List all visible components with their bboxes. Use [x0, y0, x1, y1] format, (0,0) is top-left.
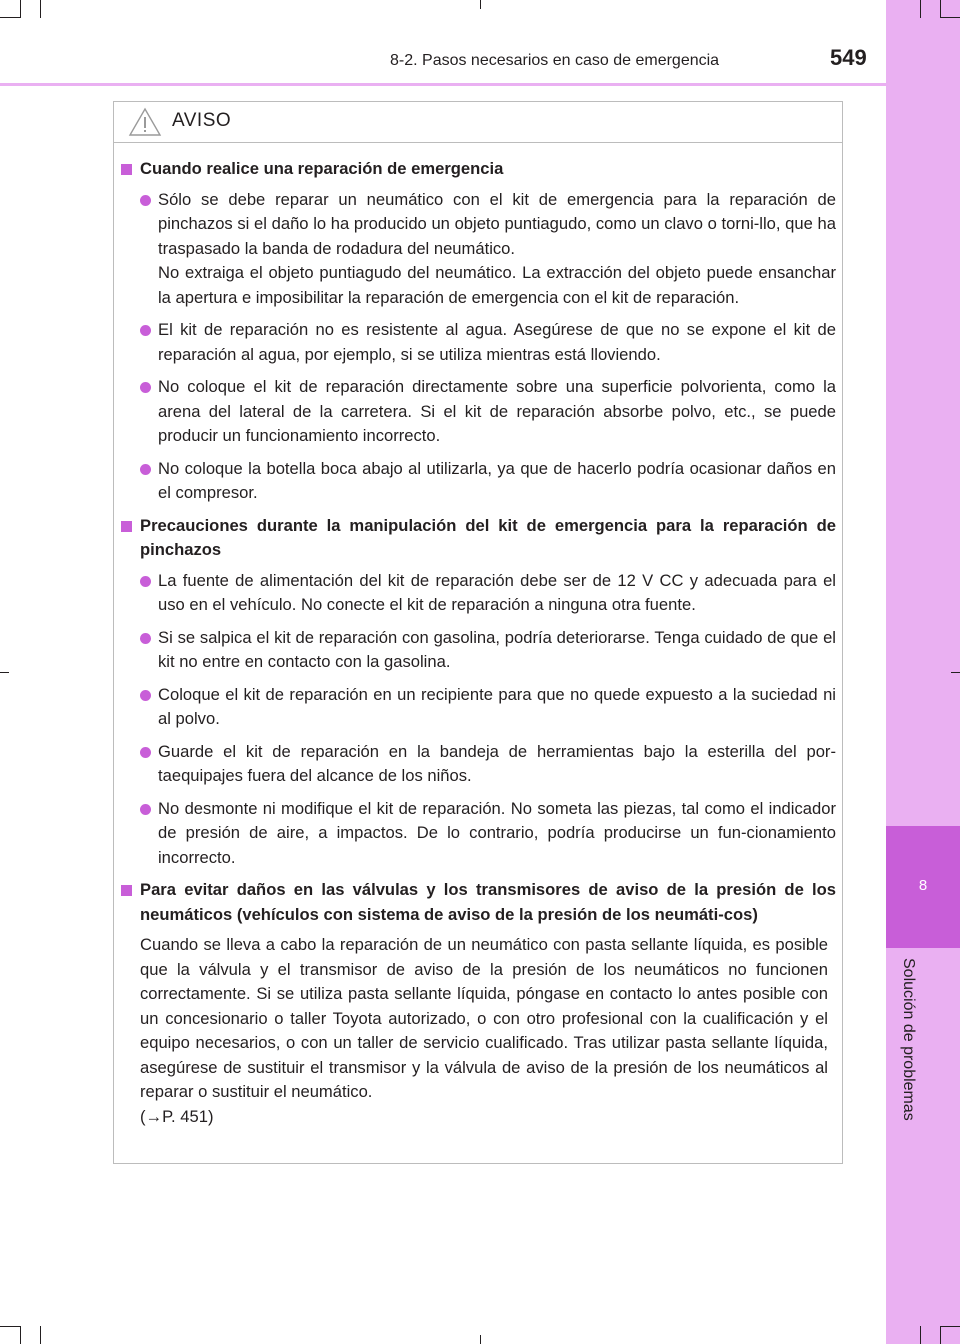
crop-mark: [40, 1326, 41, 1344]
crop-mark: [940, 0, 941, 18]
page-reference-link[interactable]: (→P. 451): [140, 1106, 214, 1126]
list-item: [120, 740, 836, 789]
crop-mark: [0, 672, 9, 673]
page-number: 549: [830, 45, 867, 70]
round-bullet-icon: [140, 804, 151, 815]
round-bullet-icon: [140, 195, 151, 206]
list-item: [120, 569, 836, 618]
item-text: No coloque el kit de reparación directamente sobre una superficie polvorienta, como la arena del lateral de la carretera. Si el kit de reparación absorbe polvo, etc., se puede producir un funcionamiento incorrecto.: [158, 377, 836, 445]
paragraph-text: Cuando se lleva a cabo la reparación de un neumático con pasta sellante líquida, es posible que la válvula y el transmisor de aviso de la presión de los neumáticos no funcionen correctamente. Si se utiliza pasta sellante líquida, póngase en contacto lo antes posible con un concesionario o taller Toyota autorizado, o con otro profesional con la cualificación y el equipo necesarios, o con un taller de servicio cualificado. Tras utilizar pasta sellante líquida, asegúrese de sustituir el transmisor y la válvula de aviso de la presión de los neumáticos al reparar o sustituir el neumático.: [140, 935, 828, 1101]
list-item: [120, 188, 836, 311]
list-item: [120, 457, 836, 506]
item-text: Si se salpica el kit de reparación con gasolina, podría deteriorarse. Tenga cuidado de que el kit no entre en contacto con la gasolina.: [158, 627, 836, 671]
item-text: No extraiga el objeto puntiagudo del neumático. La extracción del objeto puede ensanchar la apertura e imposibilitar la reparación de emergencia con el kit de reparación.: [158, 263, 836, 307]
chapter-side-tab: [886, 0, 960, 1344]
square-bullet-icon: [121, 164, 132, 175]
section-header-title: 8-2. Pasos necesarios en caso de emergencia: [390, 52, 720, 69]
crop-mark: [0, 17, 20, 18]
item-text: Coloque el kit de reparación en un recipiente para que no quede expuesto a la suciedad ni al polvo.: [158, 684, 836, 728]
crop-mark: [920, 0, 921, 18]
list-item: [120, 318, 836, 367]
crop-mark: [0, 1326, 20, 1327]
crop-mark: [480, 1335, 481, 1344]
chapter-title: Solución de problemas: [900, 958, 917, 1121]
crop-mark: [951, 672, 960, 673]
warning-triangle-icon: [128, 107, 162, 137]
list-item: [120, 375, 836, 449]
crop-mark: [40, 0, 41, 18]
round-bullet-icon: [140, 325, 151, 336]
list-item: [120, 797, 836, 871]
list-item: [120, 626, 836, 675]
item-text: Guarde el kit de reparación en la bandeja de herramientas bajo la esterilla del por-taequipajes fuera del alcance de los niños.: [158, 741, 836, 785]
item-text: La fuente de alimentación del kit de reparación debe ser de 12 V CC y adecuada para el uso en el vehículo. No conecte el kit de reparación a ninguna otra fuente.: [158, 570, 836, 614]
section-heading: [120, 157, 836, 182]
section-heading: [120, 514, 836, 563]
round-bullet-icon: [140, 690, 151, 701]
crop-mark: [20, 1326, 21, 1344]
crop-mark: [940, 1326, 960, 1327]
section-paragraph: [120, 933, 836, 1129]
round-bullet-icon: [140, 464, 151, 475]
crop-mark: [20, 0, 21, 18]
square-bullet-icon: [121, 521, 132, 532]
crop-mark: [940, 17, 960, 18]
item-text: No coloque la botella boca abajo al utilizarla, ya que de hacerlo podría ocasionar daños en el compresor.: [158, 458, 836, 502]
chapter-number: 8: [918, 877, 928, 894]
section-title: Cuando realice una reparación de emergencia: [140, 159, 504, 178]
section-title: Para evitar daños en las válvulas y los transmisores de aviso de la presión de los neumáticos (vehículos con sistema de aviso de la presión de los neumáti-cos): [140, 880, 836, 924]
round-bullet-icon: [140, 382, 151, 393]
section-title: Precauciones durante la manipulación del kit de emergencia para la reparación de pinchazos: [140, 515, 836, 559]
item-text: Sólo se debe reparar un neumático con el kit de emergencia para la reparación de pinchazos si el daño lo ha producido un objeto puntiagudo, como un clavo o torni-llo, que ha traspasado la banda de rodadura del neumático.: [158, 189, 836, 258]
round-bullet-icon: [140, 747, 151, 758]
list-item: [120, 683, 836, 732]
item-text: El kit de reparación no es resistente al agua. Asegúrese de que no se expone el kit de reparación al agua, por ejemplo, si se utiliza mientras está lloviendo.: [158, 320, 836, 364]
section-heading: [120, 878, 836, 927]
warning-label: AVISO: [172, 110, 232, 131]
header-rule: [0, 83, 886, 86]
crop-mark: [480, 0, 481, 9]
square-bullet-icon: [121, 885, 132, 896]
warning-content: [120, 157, 836, 1129]
round-bullet-icon: [140, 633, 151, 644]
item-text: No desmonte ni modifique el kit de reparación. No someta las piezas, tal como el indicador de presión de aire, a impactos. De lo contrario, podría producirse un fun-cionamiento incorrecto.: [158, 798, 836, 867]
round-bullet-icon: [140, 576, 151, 587]
crop-mark: [920, 1326, 921, 1344]
crop-mark: [940, 1326, 941, 1344]
